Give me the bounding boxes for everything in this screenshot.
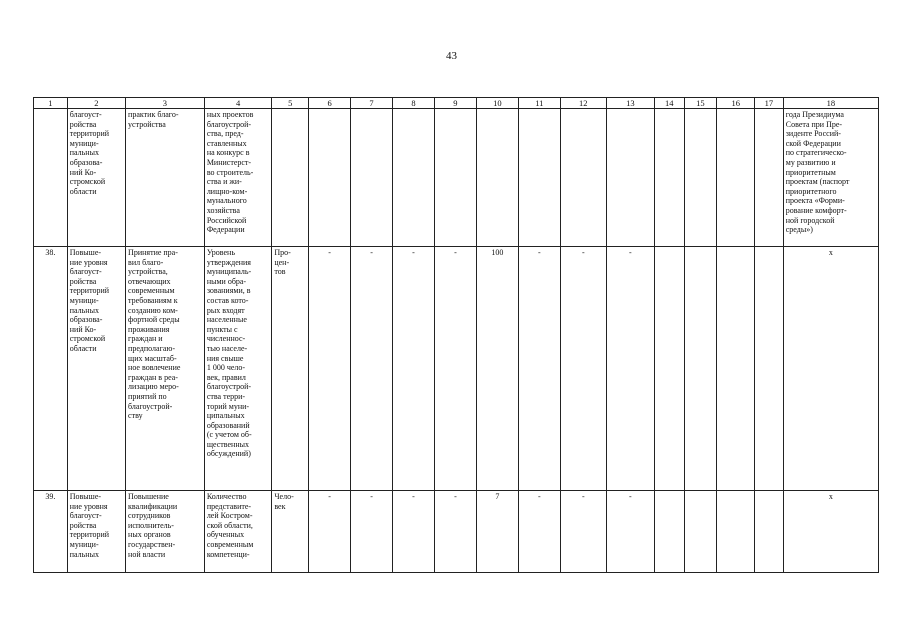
value-cell (654, 109, 684, 247)
row-number: 38. (34, 247, 68, 491)
value-cell: - (393, 491, 435, 573)
value-cell (654, 491, 684, 573)
value-cell (717, 247, 755, 491)
note-cell: x (783, 491, 878, 573)
value-cell (434, 109, 476, 247)
value-cell (755, 491, 784, 573)
indicator-cell: Количество представите- лей Костром- ской области, обученных современным компетенци- (204, 491, 272, 573)
column-number: 12 (560, 98, 606, 109)
column-number: 2 (67, 98, 125, 109)
column-number-row (34, 98, 879, 109)
column-number: 3 (126, 98, 205, 109)
value-cell: - (309, 247, 351, 491)
indicator-cell: ных проектов благоустрой- ства, пред- ставленных на конкурс в Министерст- во строитель- ства и жи- лищно-ком- мунального хозяйства Российской Федерации (204, 109, 272, 247)
column-number: 14 (654, 98, 684, 109)
value-cell (755, 109, 784, 247)
page-number: 43 (446, 50, 457, 62)
column-number: 4 (204, 98, 272, 109)
value-cell: - (351, 247, 393, 491)
value-cell (654, 247, 684, 491)
unit-cell: Про- цен- тов (272, 247, 309, 491)
task-cell: практик благо- устройства (126, 109, 205, 247)
column-number: 15 (684, 98, 717, 109)
goal-cell: Повыше- ние уровня благоуст- ройства территорий муници- пальных образова- ний Ко- стромской области (67, 247, 125, 491)
unit-cell (272, 109, 309, 247)
table-row (34, 109, 879, 247)
value-cell (560, 109, 606, 247)
note-cell: года Президиума Совета при Пре- зиденте Россий- ской Федерации по стратегическо- му развитию и приоритетным проектам (паспорт приоритетного проекта «Форми- рование комфорт- ной городской среды») (783, 109, 878, 247)
value-cell: 7 (476, 491, 518, 573)
value-cell (755, 247, 784, 491)
value-cell: - (434, 491, 476, 573)
value-cell: 100 (476, 247, 518, 491)
column-number: 9 (434, 98, 476, 109)
unit-cell: Чело- век (272, 491, 309, 573)
value-cell (309, 109, 351, 247)
value-cell: - (351, 491, 393, 573)
value-cell (476, 109, 518, 247)
value-cell: - (309, 491, 351, 573)
value-cell: - (518, 247, 560, 491)
indicator-cell: Уровень утверждения муниципаль- ными обра- зованиями, в состав кото- рых входят населенные пункты с численнос- тью населе- ния свыше 1 000 чело- век, правил благоустрой- ства терри- торий муни- ципальных образований (с учетом об- щественных обсуждений) (204, 247, 272, 491)
column-number: 1 (34, 98, 68, 109)
value-cell: - (560, 491, 606, 573)
value-cell (606, 109, 654, 247)
column-number: 18 (783, 98, 878, 109)
value-cell: - (518, 491, 560, 573)
column-number: 10 (476, 98, 518, 109)
value-cell (684, 109, 717, 247)
task-cell: Принятие пра- вил благо- устройства, отвечающих современным требованиям к созданию ком- фортной среды проживания граждан и предполагаю- щих масштаб- ное вовлечение граждан в реа- лизацию меро- приятий по благоустрой- ству (126, 247, 205, 491)
goal-cell: Повыше- ние уровня благоуст- ройства территорий муници- пальных (67, 491, 125, 573)
task-cell: Повышение квалификации сотрудников исполнитель- ных органов государствен- ной власти (126, 491, 205, 573)
column-number: 7 (351, 98, 393, 109)
value-cell: - (606, 491, 654, 573)
column-number: 6 (309, 98, 351, 109)
value-cell (393, 109, 435, 247)
row-number: 39. (34, 491, 68, 573)
column-number: 5 (272, 98, 309, 109)
value-cell (518, 109, 560, 247)
value-cell (684, 491, 717, 573)
value-cell (351, 109, 393, 247)
value-cell (684, 247, 717, 491)
column-number: 17 (755, 98, 784, 109)
column-number: 13 (606, 98, 654, 109)
value-cell: - (434, 247, 476, 491)
value-cell: - (606, 247, 654, 491)
column-number: 11 (518, 98, 560, 109)
goal-cell: благоуст- ройства территорий муници- пальных образова- ний Ко- стромской области (67, 109, 125, 247)
column-number: 16 (717, 98, 755, 109)
value-cell (717, 491, 755, 573)
note-cell: x (783, 247, 878, 491)
table-body (34, 109, 879, 573)
value-cell (717, 109, 755, 247)
column-number: 8 (393, 98, 435, 109)
indicators-table (33, 97, 879, 573)
table-row (34, 247, 879, 491)
value-cell: - (393, 247, 435, 491)
row-number (34, 109, 68, 247)
table-row (34, 491, 879, 573)
value-cell: - (560, 247, 606, 491)
